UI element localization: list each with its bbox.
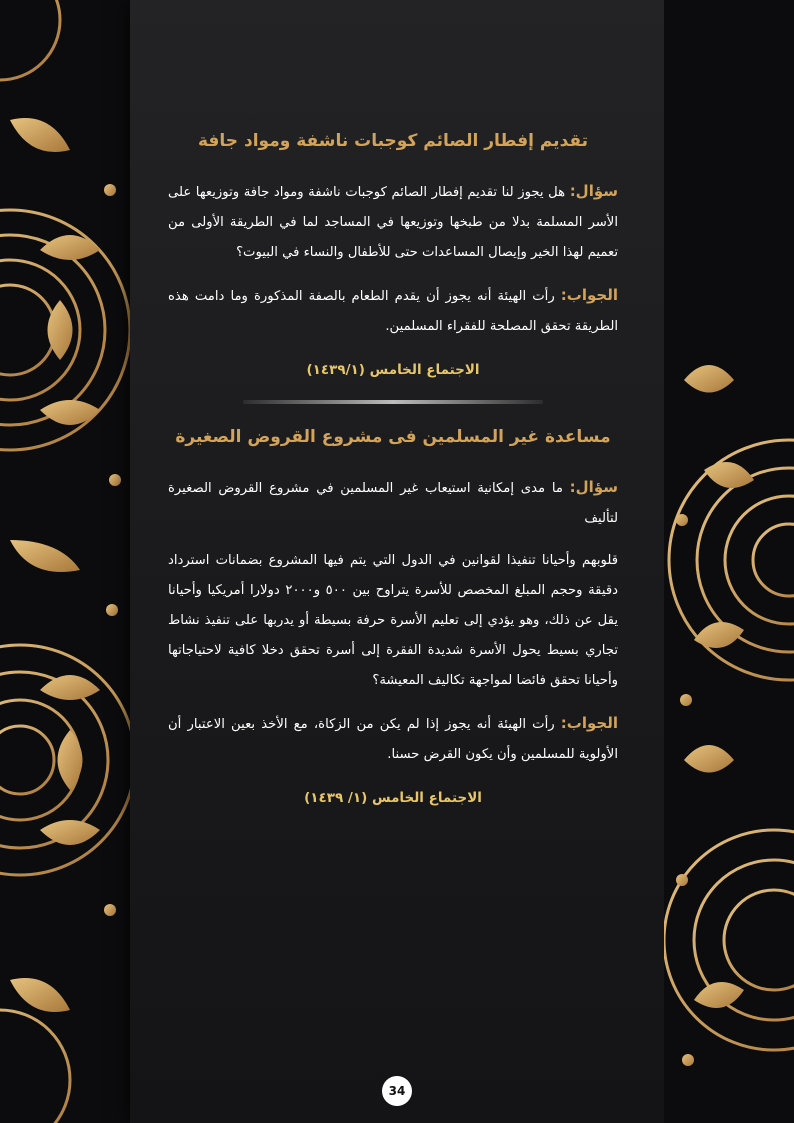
question-paragraph: [168, 176, 618, 268]
section-iftar: [168, 130, 618, 378]
answer-text: رأت الهيئة أنه يجوز إذا لم يكن من الزكاة، مع الأخذ بعين الاعتبار أن الأولوية للمسلمين وأن يكون القرض حسنا.: [168, 716, 618, 762]
answer-paragraph: [168, 708, 618, 770]
answer-text: رأت الهيئة أنه يجوز أن يقدم الطعام بالصفة المذكورة وما دامت هذه الطريقة تحقق المصلحة للفقراء المسلمين.: [168, 288, 618, 334]
answer-label: الجواب:: [560, 713, 618, 732]
left-floral-ornament-icon: [0, 0, 132, 1123]
question-label: سؤال:: [569, 181, 618, 200]
meeting-reference: الاجتماع الخامس (١/ ١٤٣٩): [304, 789, 482, 806]
page-number: 34: [382, 1076, 412, 1106]
meeting-reference: الاجتماع الخامس (١٤٣٩/١): [306, 361, 480, 378]
answer-paragraph: [168, 280, 618, 342]
question-paragraph: [168, 472, 618, 534]
section-title: مساعدة غير المسلمين فى مشروع القروض الصغيرة: [175, 426, 611, 447]
question-text: ما مدى إمكانية استيعاب غير المسلمين في مشروع القروض الصغيرة لتأليف: [168, 480, 618, 526]
question-label: سؤال:: [569, 477, 618, 496]
right-floral-ornament-icon: [664, 0, 794, 1123]
section-divider: [243, 400, 543, 404]
question-continuation: قلوبهم وأحيانا تنفيذا لقوانين في الدول التي يتم فيها المشروع بضمانات استرداد دقيقة وحجم المبلغ المخصص للأسرة يتراوح بين ٥٠٠ و٢٠٠٠ دولارا أمريكيا وأحيانا يقل عن ذلك، وهو يؤدي إلى تعليم الأسرة حرفة بسيطة أو يدربها على تنفيذ نشاط تجاري بسيط يحول الأسرة شديدة الفقرة إلى أسرة تحقق دخلا كافية لاحتياجاتها وأحيانا تحقق فائضا لمواجهة تكاليف المعيشة؟: [168, 552, 619, 688]
answer-label: الجواب:: [560, 285, 618, 304]
document-content: [168, 130, 618, 828]
section-microloans: [168, 426, 618, 806]
section-title: تقديم إفطار الصائم كوجبات ناشفة ومواد جافة: [197, 131, 589, 151]
question-text: هل يجوز لنا تقديم إفطار الصائم كوجبات ناشفة ومواد جافة وتوزيعها على الأسر المسلمة بدلا من طبخها وتوزيعها في المساجد لما في الطريقة الأولى من تعميم لهذا الخير وإيصال المساعدات حتى للأطفال والنساء في البيوت؟: [168, 184, 618, 260]
